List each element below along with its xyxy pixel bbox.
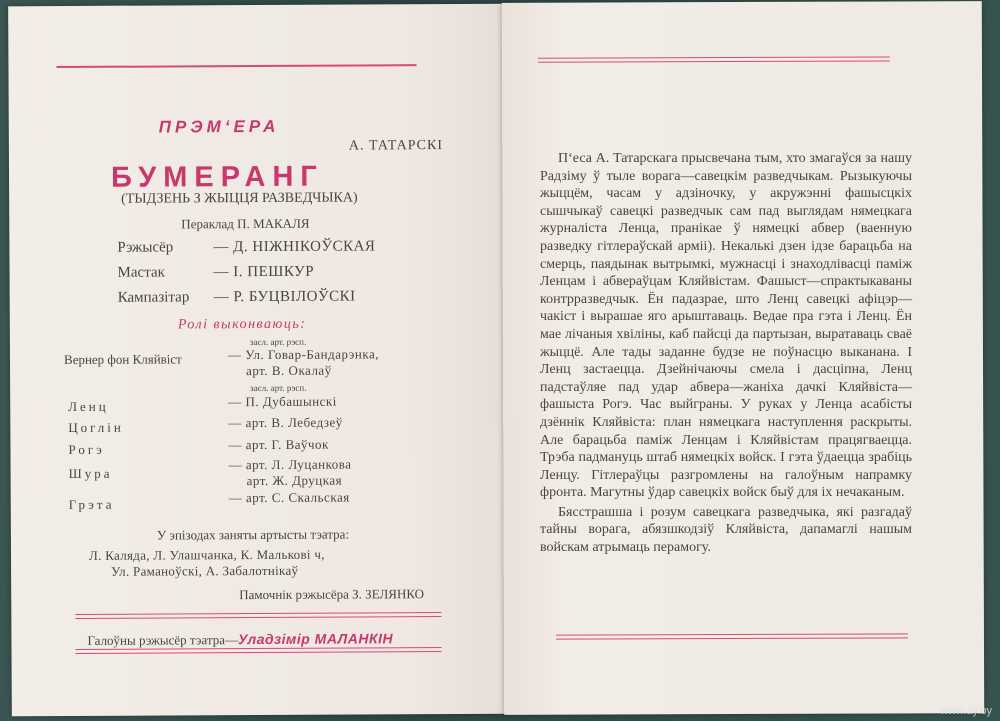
cast-note: засл. арт. рэсп. — [249, 336, 307, 348]
cast-actor: — арт. В. Лебедзеў — [228, 414, 343, 431]
right-bottom-rule-2 — [556, 637, 908, 639]
translation-credit: Пераклад П. МАКАЛЯ — [181, 215, 310, 232]
credit-value: — Д. НІЖНІКОЎСКАЯ — [213, 238, 376, 256]
cast-role: Шура — [68, 465, 113, 482]
top-rule — [56, 64, 416, 68]
cast-actor: арт. Ж. Друцкая — [246, 472, 343, 489]
cast-role: Грэта — [68, 496, 115, 513]
right-bottom-rule — [556, 633, 908, 635]
cast-role: Вернер фон Кляйвіст — [63, 351, 182, 368]
footer-rule-top-2 — [75, 616, 441, 619]
footer-rule-bottom-2 — [76, 651, 442, 654]
synopsis-paragraph: Бясстрашша і розум савецкага разведчыка, які разгадаў тайны ворага, абязшкодзіў Кляйвіста, дапамаглі нашым войскам атрымаць перамогу. — [540, 504, 912, 556]
assistant-director: Памочнік рэжысёра З. ЗЕЛЯНКО — [239, 586, 425, 603]
episode-line: Ул. Раманоўскі, А. Забалотнікаў — [111, 562, 299, 579]
cast-actor: арт. В. Окалаў — [246, 362, 332, 379]
credit-label: Кампазітар — [117, 289, 190, 306]
roles-heading: Ролі выконваюць: — [177, 316, 307, 333]
author: А. ТАТАРСКІ — [348, 138, 444, 154]
episodes-heading: У эпізодах заняты артысты тэатра: — [156, 526, 350, 543]
cast-actor: — П. Дубашынскі — [228, 393, 337, 410]
cast-actor: — арт. Г. Ваўчок — [228, 436, 329, 453]
cast-actor: — Ул. Говар-Бандарэнка, — [227, 346, 380, 363]
footer-rule-top — [75, 612, 441, 615]
play-subtitle: (ТЫДЗЕНЬ З ЖЫЦЦЯ РАЗВЕДЧЫКА) — [121, 190, 358, 207]
right-top-rule-2 — [538, 60, 890, 62]
chief-director-label: Галоўны рэжысёр тэатра— — [87, 632, 239, 648]
credit-value: — Р. БУЦВІЛОЎСКІ — [213, 288, 356, 306]
chief-director — [87, 630, 393, 649]
credit-value: — І. ПЕШКУР — [213, 263, 315, 281]
left-page — [8, 4, 512, 717]
watermark: www.ay.by — [940, 705, 992, 717]
synopsis-paragraph: П‘еса А. Татарскага прысвечана тым, хто змагаўся за нашу Радзіму ў тыле ворага—савецкім разведчыкам. Рызыкуючы жыццём, часам у адзіночку, у акружэнні фашысцкіх сышчыкаў савецкі разведчык сам пад выглядам нямецкага журналіста Ленца, пранікае ў нямецкі абвер (ваенную разведку гітлераўскай арміі). Некалькі дзен ідзе барацьба на смерць, паядынак вытрымкі, мужнасці і знаходлівасці паміж Ленцам і абвераўцам Кляйвістам. Фашыст—спрактыкаваны контрразведчык. Ён падазрае, што Ленц савецкі афіцэр—чакіст і вырашае яго арыштаваць. Ведае пра гэта і Ленц. Ён мае лічаныя хвіліны, каб пайсці да партызан, выратаваць сваё жыццё. Але тады заданне будзе не поўнасцю выканана. І Ленц застаецца. Дзейнічаючы смела і дасціпна, Ленц падстаўляе пад удар абвера—жаніха дачкі Кляйвіста—фашыста Рогэ. Час выйграны. У руках у Ленца асабісты дзённік Кляйвіста: план нямецкага наступлення раскрыты. Але барацьба паміж Ленцам і Кляйвістам працягваецца. Трэба падмануць штаб нямецкіх войск. І гэта ўдаецца зрабіць Ленцу. Гітлераўцы разгромлены на галоўным напрамку фронта. Магутны ўдар савецкіх войск быў для іх нечаканым. — [540, 151, 912, 501]
episode-line: Л. Каляда, Л. Улашчанка, К. Малькові ч, — [88, 546, 325, 563]
cast-role: Цоглін — [68, 419, 124, 436]
synopsis — [540, 150, 912, 557]
premiere-label: ПРЭМ‘ЕРА — [158, 116, 280, 137]
play-title: БУМЕРАНГ — [110, 160, 324, 194]
right-top-rule — [538, 56, 890, 58]
chief-director-name: Уладзімір МАЛАНКІН — [237, 630, 394, 648]
cast-actor: — арт. С. Скальская — [228, 489, 350, 506]
cast-actor: — арт. Л. Луцанкова — [228, 456, 352, 473]
credit-label: Мастак — [117, 264, 165, 281]
credit-label: Рэжысёр — [117, 239, 174, 256]
cast-role: Рогэ — [68, 441, 105, 458]
cast-note: засл. арт. рэсп. — [250, 382, 307, 394]
cast-role: Ленц — [68, 398, 109, 415]
